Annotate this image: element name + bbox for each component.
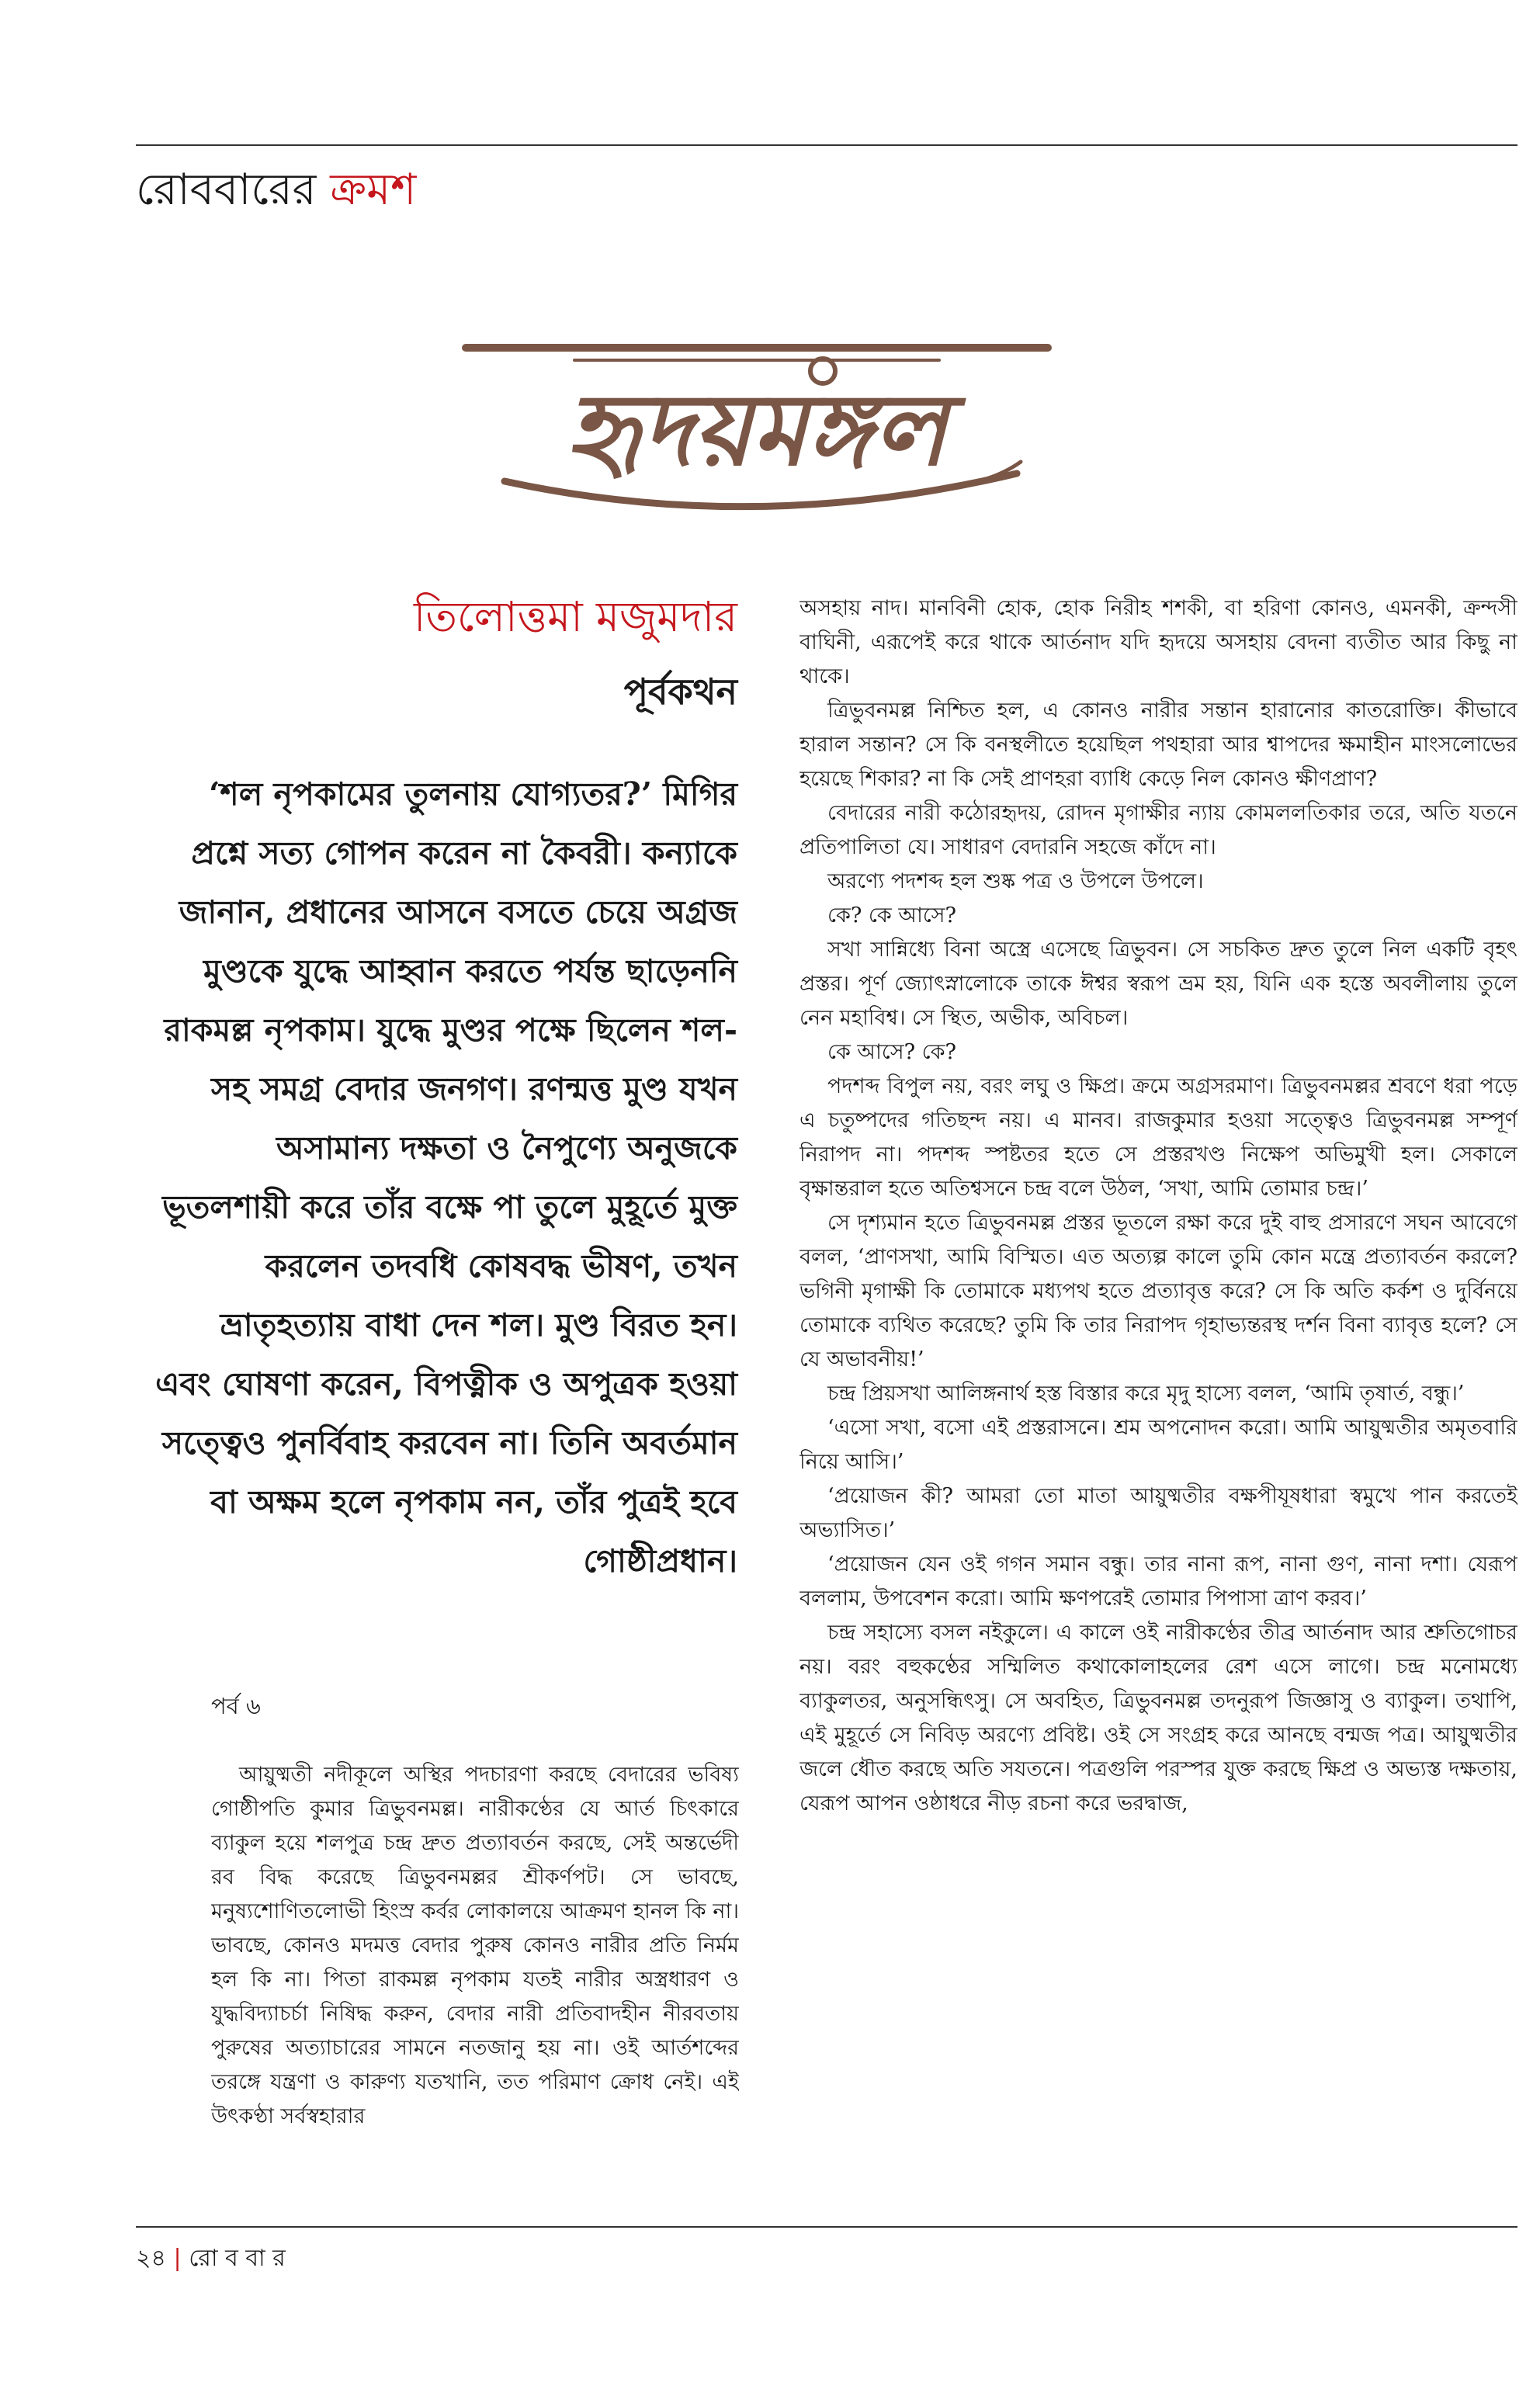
masthead-logo — [458, 326, 1056, 528]
paragraph: ত্রিভুবনমল্ল নিশ্চিত হল, এ কোনও নারীর সন্তান হারানোর কাতরোক্তি। কীভাবে হারাল সন্তান? সে কি বনস্থলীতে হয়েছিল পথহারা আর শ্বাপদের ক্ষমাহীন মাংসলোভের হয়েছে শিকার? না কি সেই প্রাণহরা ব্যাধি কেড়ে নিল কোনও ক্ষীণপ্রাণ? — [799, 699, 1517, 791]
paragraph: সখা সান্নিধ্যে বিনা অস্ত্রে এসেছে ত্রিভুবন। সে সচকিত দ্রুত তুলে নিল একটি বৃহৎ প্রস্তর। পূর্ণ জ্যোৎস্নালোকে তাকে ঈশ্বর স্বরূপ ভ্রম হয়, যিনি এক হস্তে অবলীলায় তুলে নেন মহাবিশ্ব। সে স্থিত, অভীক, অবিচল। — [799, 938, 1517, 1030]
page-footer — [136, 2239, 286, 2278]
footer-separator: | — [173, 2245, 182, 2272]
paragraph: পদশব্দ বিপুল নয়, বরং লঘু ও ক্ষিপ্র। ক্রমে অগ্রসরমাণ। ত্রিভুবনমল্লর শ্রবণে ধরা পড়ে এ চতুষ্পদের গতিছন্দ নয়। এ মানব। রাজকুমার হওয়া সত্ত্বেও ত্রিভুবনমল্ল সম্পূর্ণ নিরাপদ না। পদশব্দ স্পষ্টতর হতে সে প্রস্তরখণ্ড নিক্ষেপ অভিমুখী হল। সেকালে বৃক্ষান্তরাল হতে অতিশ্বসনে চন্দ্র বলে উঠল, ‘সখা, আমি তোমার চন্দ্র।’ — [799, 1074, 1517, 1201]
section-title-accent: ক্রমশ — [330, 165, 417, 215]
author-name: তিলোত্তমা মজুমদার — [413, 592, 737, 641]
paragraph: সে দৃশ্যমান হতে ত্রিভুবনমল্ল প্রস্তর ভূতলে রক্ষা করে দুই বাহু প্রসারণে সঘন আবেগে বলল, ‘প্রাণসখা, আমি বিস্মিত। এত অত্যল্প কালে তুমি কোন মন্ত্রে প্রত্যাবর্তন করলে? ভগিনী মৃগাক্ষী কি তোমাকে মধ্যপথ হতে প্রত্যাবৃত্ত করে? সে কি অতি কর্কশ ও দুর্বিনয়ে তোমাকে ব্যথিত করেছে? তুমি কি তার নিরাপদ গৃহাভ্যন্তরস্থ দর্শন বিনা ব্যাবৃত্ত হলে? সে যে অভাবনীয়!’ — [799, 1211, 1517, 1372]
section-title: রোববারের — [136, 165, 317, 215]
bottom-rule — [136, 2226, 1517, 2228]
episode-label: পর্ব ৬ — [211, 1693, 261, 1719]
paragraph: ‘প্রয়োজন যেন ওই গগন সমান বন্ধু। তার নানা রূপ, নানা গুণ, নানা দশা। যেরূপ বললাম, উপবেশন করো। আমি ক্ষণপরেই তোমার পিপাসা ত্রাণ করব।’ — [799, 1552, 1517, 1611]
paragraph: ‘প্রয়োজন কী? আমরা তো মাতা আয়ুষ্মতীর বক্ষপীযূষধারা স্বমুখে পান করতেই অভ্যাসিত।’ — [799, 1484, 1517, 1542]
paragraph: ‘এসো সখা, বসো এই প্রস্তরাসনে। শ্রম অপনোদন করো। আমি আয়ুষ্মতীর অমৃতবারি নিয়ে আসি।’ — [799, 1416, 1517, 1474]
publication-name: রো ব বা র — [189, 2245, 286, 2272]
paragraph: আয়ুষ্মতী নদীকূলে অস্থির পদচারণা করছে বেদারের ভবিষ্য গোষ্ঠীপতি কুমার ত্রিভুবনমল্ল। নারীকণ্ঠের যে আর্ত চিৎকারে ব্যাকুল হয়ে শলপুত্র চন্দ্র দ্রুত প্রত্যাবর্তন করছে, সেই অন্তর্ভেদী রব বিদ্ধ করেছে ত্রিভুবনমল্লর শ্রীকর্ণপট। সে ভাবছে, মনুষ্যশোণিতলোভী হিংস্র কর্বর লোকালয়ে আক্রমণ হানল কি না। ভাবছে, কোনও মদমত্ত বেদার পুরুষ কোনও নারীর প্রতি নির্মম হল কি না। পিতা রাকমল্ল নৃপকাম যতই নারীর অস্ত্রধারণ ও যুদ্ধবিদ্যাচর্চা নিষিদ্ধ করুন, বেদার নারী প্রতিবাদহীন নীরবতায় পুরুষের অত্যাচারের সামনে নতজানু হয় না। ওই আর্তশব্দের তরঙ্গে যন্ত্রণা ও কারুণ্য যতখানি, তত পরিমাণ ক্রোধ নেই। এই উৎকণ্ঠা সর্বস্বহারার — [211, 1763, 739, 2128]
left-column — [211, 1758, 739, 2193]
prologue-label: পূর্বকথন — [623, 671, 737, 713]
paragraph: কে? কে আসে? — [827, 903, 956, 928]
right-column — [799, 591, 1517, 2206]
section-header — [136, 159, 416, 221]
paragraph: কে আসে? কে? — [827, 1040, 956, 1064]
page-number: ২৪ — [136, 2245, 166, 2272]
paragraph: অসহায় নাদ। মানবিনী হোক, হোক নিরীহ শশকী, বা হরিণা কোনও, এমনকী, ক্রন্দসী বাঘিনী, এরূপেই করে থাকে আর্তনাদ যদি হৃদয়ে অসহায় বেদনা ব্যতীত আর কিছু না থাকে। — [799, 596, 1517, 688]
paragraph: চন্দ্র সহাস্যে বসল নইকুলে। এ কালে ওই নারীকণ্ঠের তীব্র আর্তনাদ আর শ্রুতিগোচর নয়। বরং বহুকণ্ঠের সম্মিলিত কথাকোলাহলের রেশ এসে লাগে। চন্দ্র মনোমধ্যে ব্যাকুলতর, অনুসন্ধিৎসু। সে অবহিত, ত্রিভুবনমল্ল তদনুরূপ জিজ্ঞাসু ও ব্যাকুল। তথাপি, এই মুহূর্তে সে নিবিড় অরণ্যে প্রবিষ্ট। ওই সে সংগ্রহ করে আনছে বন্মজ পত্র। আয়ুষ্মতীর জলে ধৌত করছে অতি সযতনে। পত্রগুলি পরস্পর যুক্ত করছে ক্ষিপ্র ও অভ্যস্ত দক্ষতায়, যেরূপ আপন ওষ্ঠাধরে নীড় রচনা করে ভরদ্বাজ, — [799, 1621, 1517, 1816]
paragraph: বেদারের নারী কঠোরহৃদয়, রোদন মৃগাক্ষীর ন্যায় কোমললতিকার তরে, অতি যতনে প্রতিপালিতা যে। সাধারণ বেদারনি সহজে কাঁদে না। — [799, 801, 1517, 859]
top-rule — [136, 144, 1517, 146]
paragraph: অরণ্যে পদশব্দ হল শুষ্ক পত্র ও উপলে উপলে। — [827, 869, 1204, 893]
paragraph: চন্দ্র প্রিয়সখা আলিঙ্গনার্থ হস্ত বিস্তার করে মৃদু হাস্যে বলল, ‘আমি তৃষার্ত, বন্ধু।’ — [827, 1382, 1465, 1406]
synopsis-text: ‘শল নৃপকামের তুলনায় যোগ্যতর?’ মিগির প্রশ্নে সত্য গোপন করেন না কৈবরী। কন্যাকে জানান, প্রধানের আসনে বসতে চেয়ে অগ্রজ মুণ্ডকে যুদ্ধে আহ্বান করতে পর্যন্ত ছাড়েননি রাকমল্ল নৃপকাম। যুদ্ধে মুণ্ডর পক্ষে ছিলেন শল-সহ সমগ্র বেদার জনগণ। রণন্মত্ত মুণ্ড যখন অসামান্য দক্ষতা ও নৈপুণ্যে অনুজকে ভূতলশায়ী করে তাঁর বক্ষে পা তুলে মুহূর্তে মুক্ত করলেন তদবধি কোষবদ্ধ ভীষণ, তখন ভ্রাতৃহত্যায় বাধা দেন শল। মুণ্ড বিরত হন। এবং ঘোষণা করেন, বিপত্নীক ও অপুত্রক হওয়া সত্ত্বেও পুনর্বিবাহ করবেন না। তিনি অবর্তমান বা অক্ষম হলে নৃপকাম নন, তাঁর পুত্রই হবে গোষ্ঠীপ্রধান। — [155, 775, 737, 1580]
masthead-title: হৃদয়মঙ্গল — [567, 372, 947, 488]
